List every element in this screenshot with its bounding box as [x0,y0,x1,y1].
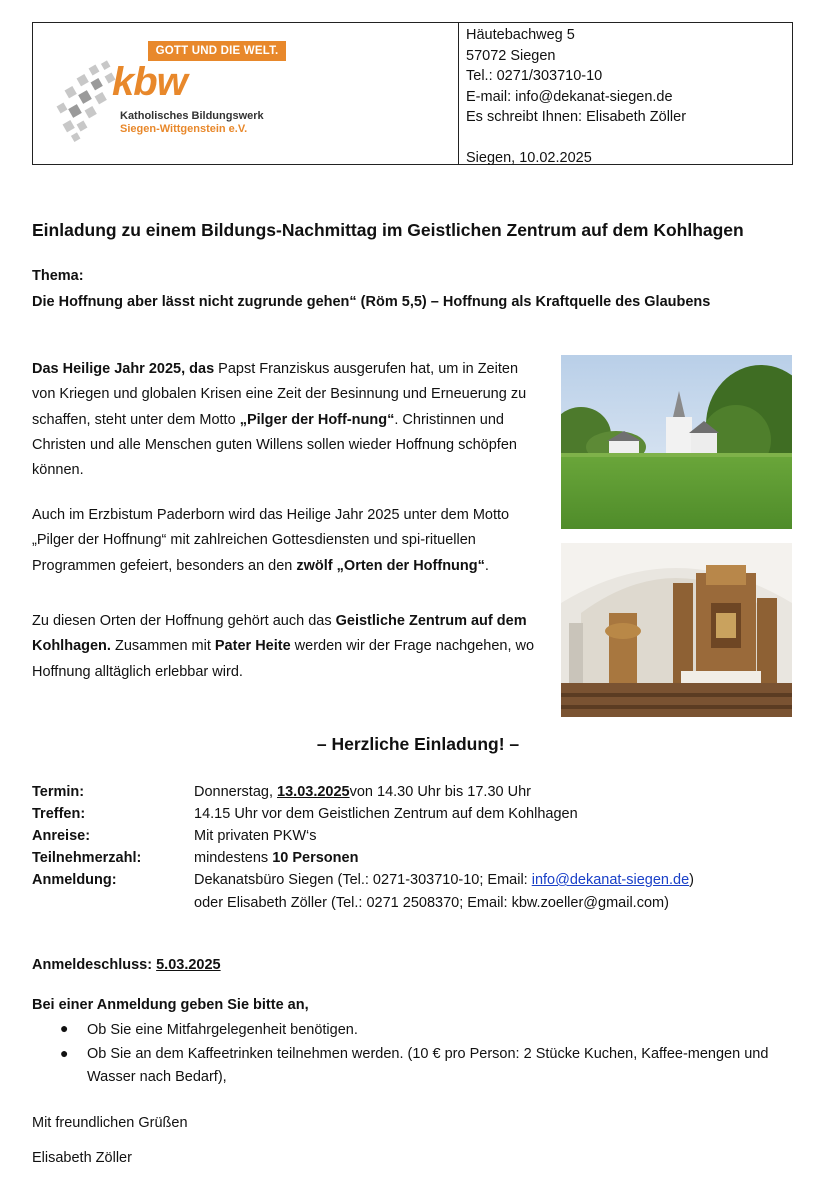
p1-bold-1: Das Heilige Jahr 2025, das [32,361,215,377]
address-street: Häutebachweg 5 [466,27,575,43]
thema-text: Die Hoffnung aber lässt nicht zugrunde gehen“ (Röm 5,5) – Hoffnung als Kraftquelle des Glaubens [32,294,711,310]
teilnehmer-prefix: mindestens [194,850,273,866]
termin-weekday: Donnerstag, [194,784,278,800]
p1-bold-2: „Pilger der Hoff-nung“ [239,411,395,428]
anmeldung-prefix: Dekanatsbüro Siegen (Tel.: 0271-303710-10; Email: [194,872,532,888]
logo-org-region: Siegen-Wittgenstein e.V. [120,123,248,135]
p3-bold-2: Pater Heite [214,638,291,655]
request-heading: Bei einer Anmeldung geben Sie bitte an, [32,997,309,1013]
paragraph-erzbistum [32,503,542,579]
anmeldung-suffix: ) [689,872,694,888]
p3-text-3: werden wir der Frage nachgehen, wo Hoffnung alltäglich erlebbar wird. [32,638,535,680]
church-landscape-photo [561,355,792,529]
email-link[interactable]: info@dekanat-siegen.de [531,872,690,888]
termin-date: 13.03.2025 [277,784,350,800]
invitation-heading: – Herzliche Einladung! – [316,734,520,754]
request-item-coffee: Ob Sie an dem Kaffeetrinken teilnehmen werden. (10 € pro Person: 2 Stücke Kuchen, Kaffee-mengen und Wasser nach Bedarf), [87,1046,769,1085]
anreise-label: Anreise: [32,828,91,844]
p1-text-2: . Christinnen und Christen und alle Menschen guten Willens sollen wieder Hoffnung schöpfen können. [32,411,517,479]
address-city: 57072 Siegen [466,47,556,64]
termin-label: Termin: [32,784,85,800]
address-email: E-mail: info@dekanat-siegen.de [466,88,673,105]
document-title: Einladung zu einem Bildungs-Nachmittag im Geistlichen Zentrum auf dem Kohlhagen [32,220,744,240]
logo-org-name: Katholisches Bildungswerk [120,110,264,122]
anmeldung-value [194,869,694,891]
p3-text-1: Zu diesen Orten der Hoffnung gehört auch das [32,613,336,629]
deadline-date: 5.03.2025 [156,957,221,973]
request-item-ride: Ob Sie eine Mitfahrgelegenheit benötigen. [87,1022,358,1038]
p2-text-2: . [484,557,489,574]
paragraph-kohlhagen [32,609,542,685]
anmeldung-label: Anmeldung: [32,872,117,888]
treffen-value: 14.15 Uhr vor dem Geistlichen Zentrum auf dem Kohlhagen [194,806,578,822]
p3-text-2: Zusammen mit [110,638,215,655]
bullet-dot: ● [60,1045,69,1061]
address-phone: Tel.: 0271/303710-10 [466,68,603,84]
teilnehmer-label: Teilnehmerzahl: [32,850,142,866]
church-interior-photo [561,543,792,717]
logo-wordmark: kbw [112,60,187,104]
letter-date: Siegen, 10.02.2025 [466,150,592,166]
thema-label: Thema: [32,268,84,284]
p1-text-1: Papst Franziskus ausgerufen hat, um in Zeiten von Kriegen und globalen Krisen eine Zeit der Besinnung und Erneuerung zu schaffen, steht unter dem Motto [32,361,527,428]
p2-bold-1: zwölf „Orten der Hoffnung“ [296,557,485,574]
treffen-label: Treffen: [32,806,86,822]
teilnehmer-value [194,847,358,869]
address-writer: Es schreibt Ihnen: Elisabeth Zöller [466,109,687,125]
closing-greeting: Mit freundlichen Grüßen [32,1115,188,1131]
letterhead-divider [458,22,459,165]
anreise-value: Mit privaten PKW‘s [194,828,317,844]
anmeldung-alt-contact: oder Elisabeth Zöller (Tel.: 0271 2508370; Email: kbw.zoeller@gmail.com) [194,895,669,911]
paragraph-heiliges-jahr [32,357,542,483]
p3-bold-1: Geistliche Zentrum auf dem Kohlhagen. [32,613,527,655]
termin-value [194,781,531,803]
p2-text-1: Auch im Erzbistum Paderborn wird das Heilige Jahr 2025 unter dem Motto „Pilger der Hoffnung“ mit zahlreichen Gottesdiensten und spi-rituellen Programmen gefeiert, besonders an den [32,507,510,574]
logo-banner: GOTT UND DIE WELT. [148,41,286,61]
signature-name: Elisabeth Zöller [32,1150,132,1166]
registration-deadline [32,957,221,973]
sender-address [466,25,686,169]
deadline-label: Anmeldeschluss: [32,957,153,973]
termin-time: von 14.30 Uhr bis 17.30 Uhr [349,784,531,800]
teilnehmer-count: 10 Personen [272,850,359,866]
bullet-dot: ● [60,1020,69,1036]
